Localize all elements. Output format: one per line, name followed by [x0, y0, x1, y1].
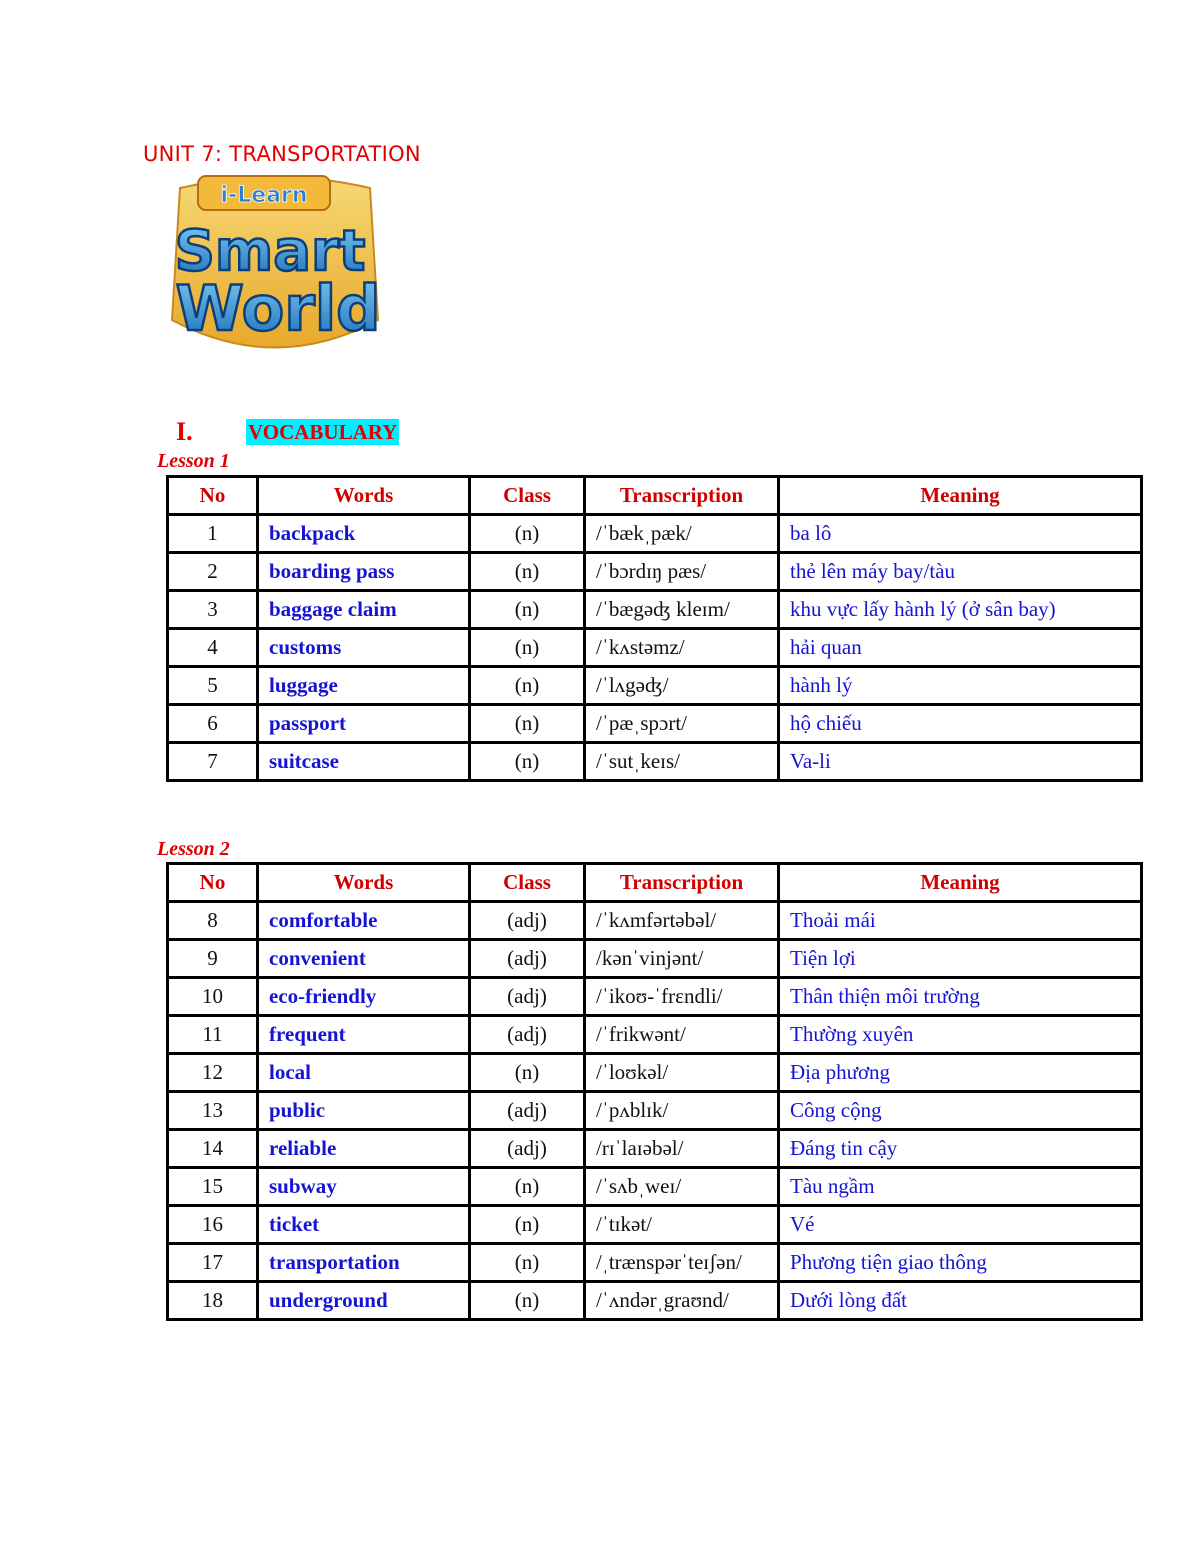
- row-meaning: khu vực lấy hành lý (ở sân bay): [779, 591, 1142, 629]
- row-word: luggage: [258, 667, 470, 705]
- row-word: ticket: [258, 1206, 470, 1244]
- row-class: (n): [470, 1168, 585, 1206]
- lesson-2-table: [166, 862, 1143, 1321]
- row-transcription: /kənˈvinjənt/: [585, 940, 779, 978]
- row-transcription: /ˌtrænspərˈteɪʃən/: [585, 1244, 779, 1282]
- row-word: suitcase: [258, 743, 470, 781]
- row-meaning: Dưới lòng đất: [779, 1282, 1142, 1320]
- row-number: 13: [168, 1092, 258, 1130]
- row-number: 9: [168, 940, 258, 978]
- row-meaning: Công cộng: [779, 1092, 1142, 1130]
- row-word: subway: [258, 1168, 470, 1206]
- row-number: 16: [168, 1206, 258, 1244]
- row-number: 5: [168, 667, 258, 705]
- row-transcription: /ˈloʊkəl/: [585, 1054, 779, 1092]
- header-words: Words: [258, 477, 470, 515]
- row-number: 18: [168, 1282, 258, 1320]
- row-word: transportation: [258, 1244, 470, 1282]
- row-meaning: Tàu ngầm: [779, 1168, 1142, 1206]
- row-meaning: hộ chiếu: [779, 705, 1142, 743]
- smart-world-logo: [140, 170, 410, 370]
- row-class: (n): [470, 1282, 585, 1320]
- row-class: (adj): [470, 940, 585, 978]
- header-no: No: [168, 477, 258, 515]
- row-meaning: hành lý: [779, 667, 1142, 705]
- row-class: (n): [470, 553, 585, 591]
- row-number: 15: [168, 1168, 258, 1206]
- row-number: 4: [168, 629, 258, 667]
- row-transcription: /ˈikoʊ-ˈfrɛndli/: [585, 978, 779, 1016]
- row-transcription: /ˈsʌbˌweɪ/: [585, 1168, 779, 1206]
- row-class: (n): [470, 591, 585, 629]
- row-meaning: Tiện lợi: [779, 940, 1142, 978]
- row-transcription: /ˈsutˌkeɪs/: [585, 743, 779, 781]
- row-transcription: /ˈbækˌpæk/: [585, 515, 779, 553]
- row-class: (n): [470, 1054, 585, 1092]
- table-row: [168, 1130, 1142, 1168]
- row-meaning: Va-li: [779, 743, 1142, 781]
- row-word: frequent: [258, 1016, 470, 1054]
- table-row: [168, 515, 1142, 553]
- row-meaning: ba lô: [779, 515, 1142, 553]
- header-words: Words: [258, 864, 470, 902]
- header-transcription: Transcription: [585, 864, 779, 902]
- row-number: 12: [168, 1054, 258, 1092]
- row-word: reliable: [258, 1130, 470, 1168]
- table-header-row: [168, 477, 1142, 515]
- row-word: backpack: [258, 515, 470, 553]
- row-class: (n): [470, 515, 585, 553]
- table-row: [168, 591, 1142, 629]
- row-number: 7: [168, 743, 258, 781]
- row-transcription: /ˈpʌblɪk/: [585, 1092, 779, 1130]
- unit-title: UNIT 7: TRANSPORTATION: [143, 142, 421, 166]
- row-meaning: Phương tiện giao thông: [779, 1244, 1142, 1282]
- header-meaning: Meaning: [779, 864, 1142, 902]
- row-meaning: Địa phương: [779, 1054, 1142, 1092]
- header-class: Class: [470, 477, 585, 515]
- row-word: public: [258, 1092, 470, 1130]
- table-row: [168, 1054, 1142, 1092]
- row-number: 6: [168, 705, 258, 743]
- section-title: VOCABULARY: [248, 420, 398, 444]
- header-class: Class: [470, 864, 585, 902]
- row-word: eco-friendly: [258, 978, 470, 1016]
- row-transcription: /rɪˈlaɪəbəl/: [585, 1130, 779, 1168]
- row-class: (n): [470, 1244, 585, 1282]
- lesson-1-label: Lesson 1: [157, 450, 230, 472]
- row-transcription: /ˈbægəʤ kleɪm/: [585, 591, 779, 629]
- row-word: baggage claim: [258, 591, 470, 629]
- row-class: (n): [470, 667, 585, 705]
- row-transcription: /ˈkʌmfərtəbəl/: [585, 902, 779, 940]
- row-number: 2: [168, 553, 258, 591]
- row-number: 3: [168, 591, 258, 629]
- header-transcription: Transcription: [585, 477, 779, 515]
- header-meaning: Meaning: [779, 477, 1142, 515]
- header-no: No: [168, 864, 258, 902]
- section-number: I.: [176, 417, 193, 446]
- row-class: (n): [470, 1206, 585, 1244]
- row-word: boarding pass: [258, 553, 470, 591]
- row-transcription: /ˈkʌstəmz/: [585, 629, 779, 667]
- table-row: [168, 940, 1142, 978]
- table-row: [168, 1206, 1142, 1244]
- row-class: (n): [470, 743, 585, 781]
- row-meaning: Thân thiện môi trường: [779, 978, 1142, 1016]
- table-row: [168, 1092, 1142, 1130]
- table-row: [168, 1168, 1142, 1206]
- row-class: (adj): [470, 1016, 585, 1054]
- row-number: 8: [168, 902, 258, 940]
- row-meaning: thẻ lên máy bay/tàu: [779, 553, 1142, 591]
- lesson-2-label: Lesson 2: [157, 838, 230, 860]
- logo-line2: World: [175, 272, 381, 345]
- table-row: [168, 705, 1142, 743]
- row-word: passport: [258, 705, 470, 743]
- table-row: [168, 553, 1142, 591]
- row-transcription: /ˈpæˌspɔrt/: [585, 705, 779, 743]
- table-row: [168, 1244, 1142, 1282]
- row-word: customs: [258, 629, 470, 667]
- section-heading: [176, 416, 399, 448]
- table-row: [168, 978, 1142, 1016]
- row-meaning: Vé: [779, 1206, 1142, 1244]
- table-row: [168, 629, 1142, 667]
- table-row: [168, 1282, 1142, 1320]
- table-row: [168, 667, 1142, 705]
- row-number: 17: [168, 1244, 258, 1282]
- row-number: 1: [168, 515, 258, 553]
- lesson-1-table: [166, 475, 1143, 782]
- row-number: 14: [168, 1130, 258, 1168]
- row-word: underground: [258, 1282, 470, 1320]
- row-meaning: hải quan: [779, 629, 1142, 667]
- row-transcription: /ˈʌndərˌgraʊnd/: [585, 1282, 779, 1320]
- row-class: (adj): [470, 1092, 585, 1130]
- table-row: [168, 1016, 1142, 1054]
- logo-line1: Smart: [174, 219, 366, 284]
- row-meaning: Thoải mái: [779, 902, 1142, 940]
- row-class: (adj): [470, 1130, 585, 1168]
- row-transcription: /ˈfrikwənt/: [585, 1016, 779, 1054]
- row-word: convenient: [258, 940, 470, 978]
- row-class: (adj): [470, 902, 585, 940]
- table-row: [168, 902, 1142, 940]
- row-transcription: /ˈlʌgəʤ/: [585, 667, 779, 705]
- logo-top-text: i-Learn: [220, 183, 308, 208]
- row-number: 11: [168, 1016, 258, 1054]
- row-meaning: Đáng tin cậy: [779, 1130, 1142, 1168]
- table-row: [168, 743, 1142, 781]
- row-class: (n): [470, 629, 585, 667]
- row-meaning: Thường xuyên: [779, 1016, 1142, 1054]
- row-transcription: /ˈtɪkət/: [585, 1206, 779, 1244]
- row-word: local: [258, 1054, 470, 1092]
- row-class: (n): [470, 705, 585, 743]
- row-number: 10: [168, 978, 258, 1016]
- row-class: (adj): [470, 978, 585, 1016]
- row-word: comfortable: [258, 902, 470, 940]
- table-header-row: [168, 864, 1142, 902]
- row-transcription: /ˈbɔrdɪŋ pæs/: [585, 553, 779, 591]
